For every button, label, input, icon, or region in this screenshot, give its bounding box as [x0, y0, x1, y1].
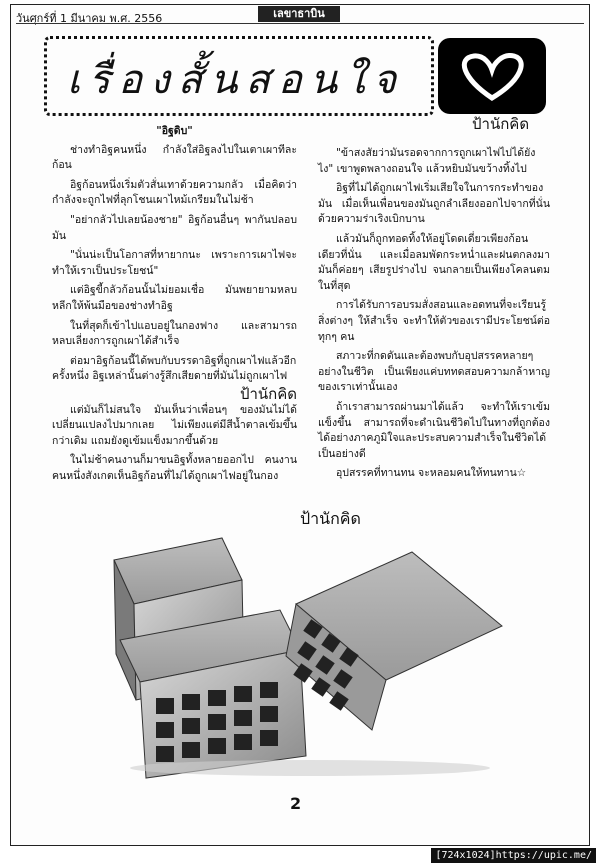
page-title: เรื่องสั้นสอนใจ — [67, 57, 405, 103]
header-divider — [16, 23, 584, 24]
paragraph: "นั่นน่ะเป็นโอกาสที่หายากนะ เพราะการเผาไฟจะทำให้เราเป็นประโยชน์" — [52, 249, 297, 277]
title-banner — [44, 36, 434, 116]
paragraph: การได้รับการอบรมสั่งสอนและอดทนที่จะเรียนรู้สิ่งต่างๆ ให้สำเร็จ จะทำให้ตัวของเรามีประโยชน์ต่อทุกๆ คน — [318, 299, 550, 343]
image-host-watermark: [724x1024]https://upic.me/ — [431, 848, 596, 863]
heart-icon — [452, 48, 532, 104]
heart-logo — [438, 38, 546, 114]
paragraph: แล้วมันก็ถูกทอดทิ้งให้อยู่โดดเดี่ยวเพียงก้อนเดียวที่นั่น และเมื่อลมพัดกระหน่ำและฝนตกลงมา มันก็ค่อยๆ เสียรูปร่างไป จนกลายเป็นเพียงโคลนตมในที่สุด — [318, 232, 550, 292]
paragraph: "ข้าสงสัยว่ามันรอดจากการถูกเผาไฟไปได้ยังไง" เขาพูดพลางถอนใจ แล้วหยิบมันขว้างทิ้งไป — [318, 147, 536, 175]
paragraph: ช่างทำอิฐคนหนึ่ง กำลังใส่อิฐลงไปในเตาเผาทีละก้อน — [52, 143, 297, 172]
paragraph: ต่อมาอิฐก้อนนี้ได้พบกับบรรดาอิฐที่ถูกเผาไฟแล้วอีกครั้งหนึ่ง อิฐเหล่านั้นต่างรู้สึกเสียดายที่มันไม่ถูกเผาไฟ — [52, 354, 297, 383]
paragraph: สภาวะที่กดดันและต้องพบกับอุปสรรคหลายๆ อย่างในชีวิต เป็นเพียงแค่บททดสอบความกล้าหาญของเราเท่านั้นเอง — [318, 350, 550, 394]
bricks-illustration — [110, 530, 510, 780]
header-date: วันศุกร์ที่ 1 มีนาคม พ.ศ. 2556 — [16, 12, 163, 25]
author-signature-top: ป้านักคิด — [472, 115, 530, 133]
story-column-left — [52, 124, 297, 488]
paragraph: ในไม่ช้าคนงานก็มาขนอิฐทั้งหลายออกไป คนงานคนหนึ่งสังเกตเห็นอิฐก้อนที่ไม่ได้ถูกเผาไฟอยู่ในกอง — [52, 454, 297, 482]
paragraph: แต่มันก็ไม่สนใจ มันเห็นว่าเพื่อนๆ ของมันไม่ได้เปลี่ยนแปลงไปมากเลย ไม่เพียงแต่มีสีน้ำตาลเข้มขึ้นกว่าเดิม แถมยังดูเข้มแข็งมากขึ้นด้วย — [52, 403, 297, 447]
paragraph: อิฐที่ไม่ได้ถูกเผาไฟเริ่มเสียใจในการกระทำของมัน เมื่อเห็นเพื่อนของมันถูกลำเลียงออกไปจากที่นั่นด้วยความร่าเริงเบิกบาน — [318, 182, 550, 226]
story-title: "อิฐดิบ" — [156, 125, 193, 137]
paragraph: ในที่สุดก็เข้าไปแอบอยู่ในกองฟาง และสามารถหลบเลี่ยงการถูกเผาได้สำเร็จ — [52, 319, 297, 348]
publication-name: เลขาธาบิน — [258, 6, 340, 22]
paragraph: "อย่ากลัวไปเลยน้องชาย" อิฐก้อนอื่นๆ พากันปลอบมัน — [52, 213, 297, 242]
author-signature-end: ป้านักคิด — [300, 509, 361, 528]
paragraph: อิฐก้อนหนึ่งเริ่มตัวสั่นเทาด้วยความกลัว เมื่อคิดว่ากำลังจะถูกไฟที่ลุกโชนเผาไหม้เกรียมในไม่ช้า — [52, 178, 297, 207]
paragraph: อุปสรรคที่ทานทน จะหลอมคนให้ทนทาน☆ — [336, 467, 527, 480]
paragraph: ถ้าเราสามารถผ่านมาได้แล้ว จะทำให้เราเข้มแข็งขึ้น สามารถที่จะดำเนินชีวิตไปในทางที่ถูกต้องได้อย่างภาคภูมิใจและประสบความสำเร็จในชีวิตได้เป็นอย่างดี — [318, 400, 550, 460]
author-signature-mid: ป้านักคิด — [239, 384, 297, 403]
page-number: 2 — [290, 794, 302, 813]
story-column-right — [318, 146, 550, 486]
paragraph: แต่อิฐขี้กลัวก้อนนั้นไม่ยอมเชื่อ มันพยายามหลบหลีกให้พ้นมือของช่างทำอิฐ — [52, 284, 297, 312]
